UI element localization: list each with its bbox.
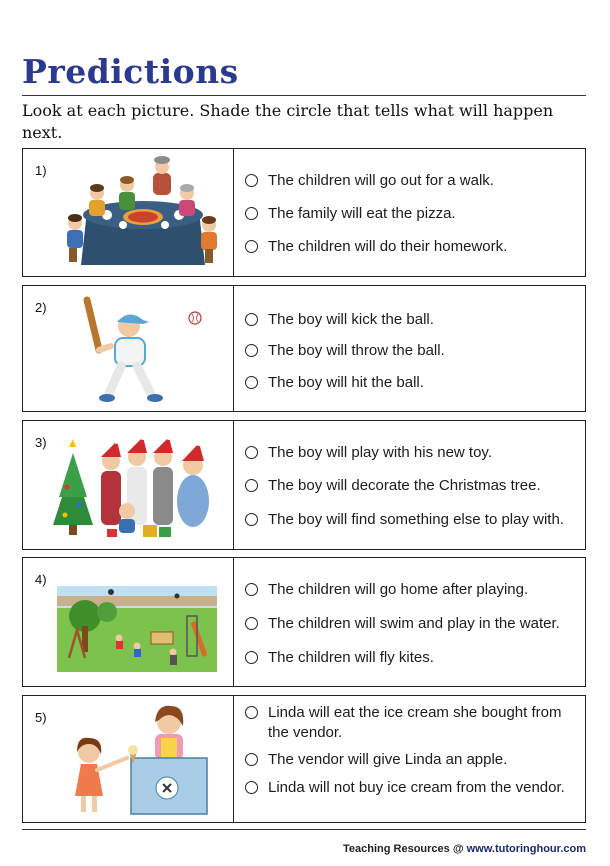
question-number: 1) (35, 163, 47, 178)
footer-credit (343, 843, 586, 855)
radio-circle-icon[interactable] (245, 207, 258, 220)
answer-text: The boy will play with his new toy. (268, 444, 492, 461)
card-divider (233, 696, 234, 822)
question-number: 3) (35, 435, 47, 450)
question-card-2 (22, 285, 586, 412)
answer-option[interactable] (245, 310, 579, 330)
radio-circle-icon[interactable] (245, 513, 258, 526)
card-divider (233, 286, 234, 411)
radio-circle-icon[interactable] (245, 583, 258, 596)
answer-option[interactable] (245, 171, 579, 191)
radio-circle-icon[interactable] (245, 376, 258, 389)
question-card-5 (22, 695, 586, 823)
radio-circle-icon[interactable] (245, 344, 258, 357)
answer-option[interactable] (245, 341, 579, 361)
answer-option[interactable] (245, 648, 579, 668)
footer-divider (22, 829, 586, 830)
question-card-1 (22, 148, 586, 277)
radio-circle-icon[interactable] (245, 479, 258, 492)
card-divider (233, 149, 234, 276)
answer-option[interactable] (245, 373, 579, 393)
answer-text: The children will fly kites. (268, 649, 434, 666)
title-divider (22, 95, 586, 96)
instructions: Look at each picture. Shade the circle that tells what will happen next. (22, 101, 554, 142)
answer-text: The boy will decorate the Christmas tree. (268, 477, 541, 494)
answer-option[interactable] (245, 614, 579, 634)
answer-text: The children will go home after playing. (268, 581, 529, 598)
answer-text: The family will eat the pizza. (268, 205, 456, 222)
question-card-3 (22, 420, 586, 550)
answer-text: Linda will eat the ice cream she bought from the vendor. (268, 704, 562, 741)
question-number: 5) (35, 710, 47, 725)
radio-circle-icon[interactable] (245, 240, 258, 253)
answer-options (245, 149, 579, 276)
christmas-family-illustration (47, 427, 227, 547)
boy-batting-illustration (47, 290, 227, 408)
answer-option[interactable] (245, 750, 579, 770)
answer-text: The children will swim and play in the water. (268, 615, 560, 632)
family-dinner-illustration (47, 153, 227, 273)
question-number: 2) (35, 300, 47, 315)
playground-illustration (47, 586, 227, 672)
footer-label: Teaching Resources @ (343, 843, 464, 855)
answer-options (245, 286, 579, 411)
card-divider (233, 421, 234, 549)
answer-option[interactable] (245, 237, 579, 257)
ice-cream-vendor-illustration (47, 700, 227, 820)
card-divider (233, 558, 234, 686)
page-title: Predictions (22, 52, 239, 91)
radio-circle-icon[interactable] (245, 446, 258, 459)
answer-option[interactable] (245, 703, 579, 743)
answer-option[interactable] (245, 778, 579, 798)
answer-text: The children will go out for a walk. (268, 172, 494, 189)
question-card-4 (22, 557, 586, 687)
answer-text: Linda will not buy ice cream from the vendor. (268, 779, 565, 796)
answer-text: The children will do their homework. (268, 238, 508, 255)
radio-circle-icon[interactable] (245, 781, 258, 794)
question-number: 4) (35, 572, 47, 587)
answer-options (245, 558, 579, 686)
answer-text: The boy will hit the ball. (268, 374, 424, 391)
radio-circle-icon[interactable] (245, 753, 258, 766)
answer-option[interactable] (245, 204, 579, 224)
radio-circle-icon[interactable] (245, 617, 258, 630)
answer-options (245, 696, 579, 822)
answer-text: The boy will kick the ball. (268, 311, 434, 328)
answer-option[interactable] (245, 580, 579, 600)
footer-url-link[interactable]: www.tutoringhour.com (466, 843, 586, 855)
radio-circle-icon[interactable] (245, 313, 258, 326)
answer-option[interactable] (245, 510, 579, 530)
answer-text: The vendor will give Linda an apple. (268, 751, 508, 768)
answer-options (245, 421, 579, 549)
answer-text: The boy will throw the ball. (268, 342, 445, 359)
answer-option[interactable] (245, 443, 579, 463)
radio-circle-icon[interactable] (245, 651, 258, 664)
radio-circle-icon[interactable] (245, 706, 258, 719)
radio-circle-icon[interactable] (245, 174, 258, 187)
answer-text: The boy will find something else to play with. (268, 511, 564, 528)
answer-option[interactable] (245, 476, 579, 496)
